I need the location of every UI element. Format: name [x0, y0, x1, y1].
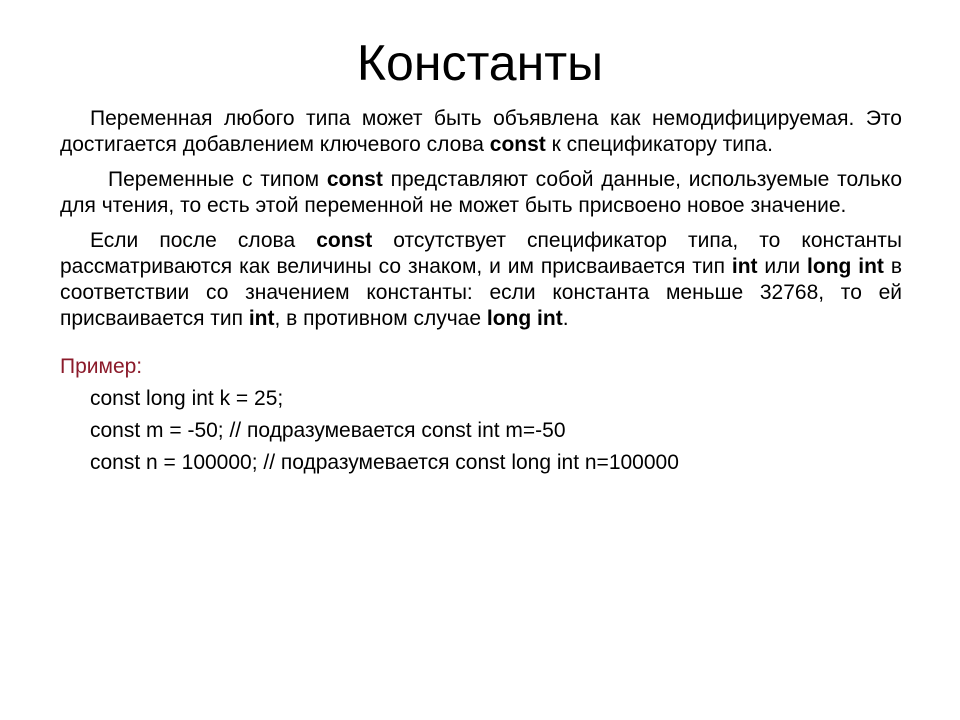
slide-title: Константы — [356, 35, 604, 91]
paragraph-2-text-2: представляют собой данные, используемые только для чтения, то есть этой переменной не может быть присвоено новое значение. — [60, 168, 902, 217]
keyword-long-int: long int — [807, 255, 884, 278]
paragraph-1-text-1: Переменная любого типа может быть объявлена как немодифицируемая. Это достигается добавлением ключевого слова — [60, 107, 902, 156]
paragraph-2-text-1: Переменные с типом — [108, 168, 327, 191]
paragraph-3-text-6: . — [562, 307, 569, 330]
paragraph-3-text-2: отсутствует спецификатор типа, то константы рассматриваются как величины со знаком, и им присваивается тип — [60, 229, 902, 278]
paragraph-3-text-5: , в противном случае — [274, 307, 487, 330]
paragraph-3 — [60, 228, 902, 332]
keyword-const: const — [326, 168, 383, 191]
paragraph-2 — [60, 167, 902, 219]
slide-body — [60, 106, 902, 477]
keyword-int: int — [248, 307, 275, 330]
paragraph-3-text-1: Если после слова — [90, 229, 317, 252]
paragraph-3-text-4: в соответствии со значением константы: если константа меньше 32768, то ей присваивается тип — [60, 255, 902, 330]
keyword-long-int: long int — [486, 307, 563, 330]
keyword-const: const — [316, 229, 373, 252]
paragraph-1 — [60, 106, 902, 158]
example-line: const m = -50; // подразумевается const int m=-50 — [90, 419, 566, 442]
example-line: const long int k = 25; — [90, 387, 284, 410]
example-heading: Пример: — [60, 355, 143, 378]
keyword-const: const — [489, 133, 546, 156]
paragraph-1-text-2: к спецификатору типа. — [545, 133, 773, 156]
keyword-int: int — [731, 255, 758, 278]
example-line: const n = 100000; // подразумевается const long int n=100000 — [90, 451, 679, 474]
paragraph-3-text-3: или — [757, 255, 808, 278]
